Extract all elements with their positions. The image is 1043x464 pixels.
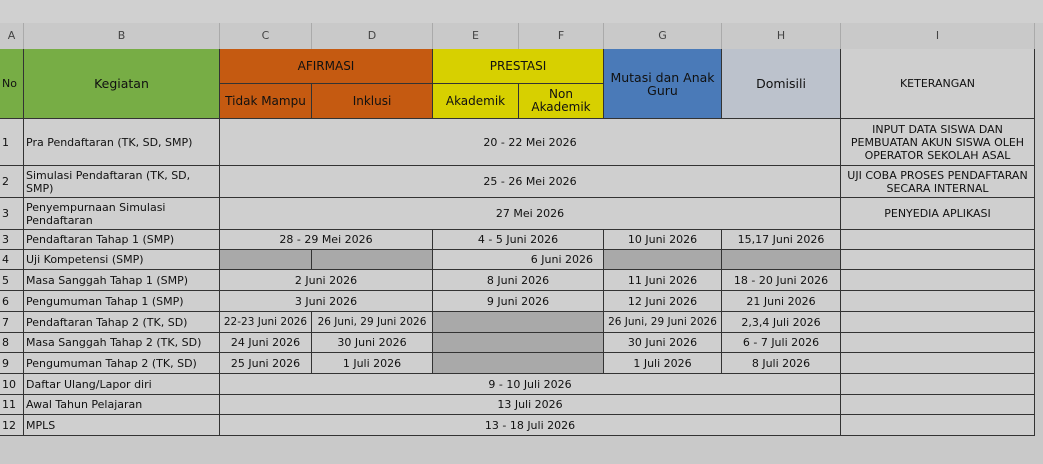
row-keterangan[interactable]: UJI COBA PROSES PENDAFTARAN SECARA INTERNAL [841, 166, 1035, 198]
row-keterangan[interactable]: PENYEDIA APLIKASI [841, 198, 1035, 230]
cell-non-akademik[interactable]: 6 Juni 2026 [433, 250, 604, 270]
header-kegiatan[interactable]: Kegiatan [24, 49, 220, 119]
cell-keterangan-empty[interactable] [841, 353, 1035, 374]
column-header-a[interactable]: A [0, 23, 24, 49]
header-akademik[interactable]: Akademik [433, 84, 519, 119]
row-kegiatan[interactable]: Uji Kompetensi (SMP) [24, 250, 220, 270]
row-date-span[interactable]: 27 Mei 2026 [220, 198, 841, 230]
cell-mutasi[interactable]: 30 Juni 2026 [604, 333, 722, 353]
cell-keterangan-empty[interactable] [841, 270, 1035, 291]
row-kegiatan[interactable]: Awal Tahun Pelajaran [24, 395, 220, 415]
row-kegiatan[interactable]: Penyempurnaan Simulasi Pendaftaran [24, 198, 220, 230]
row-kegiatan[interactable]: Daftar Ulang/Lapor diri [24, 374, 220, 395]
cell-afirmasi[interactable]: 3 Juni 2026 [220, 291, 433, 312]
header-tidak-mampu[interactable]: Tidak Mampu [220, 84, 312, 119]
row-kegiatan[interactable]: Pendaftaran Tahap 2 (TK, SD) [24, 312, 220, 333]
row-date-span[interactable]: 9 - 10 Juli 2026 [220, 374, 841, 395]
cell-afirmasi[interactable]: 2 Juni 2026 [220, 270, 433, 291]
cell-mutasi[interactable]: 11 Juni 2026 [604, 270, 722, 291]
cell-mutasi[interactable]: 12 Juni 2026 [604, 291, 722, 312]
row-no[interactable]: 2 [0, 166, 24, 198]
cell-prestasi[interactable]: 4 - 5 Juni 2026 [433, 230, 604, 250]
row-no[interactable]: 7 [0, 312, 24, 333]
row-date-span[interactable]: 13 Juli 2026 [220, 395, 841, 415]
column-header-i[interactable]: I [841, 23, 1035, 49]
row-no[interactable]: 8 [0, 333, 24, 353]
row-kegiatan[interactable]: Masa Sanggah Tahap 1 (SMP) [24, 270, 220, 291]
row-no[interactable]: 3 [0, 198, 24, 230]
cell-inklusi[interactable]: 26 Juni, 29 Juni 2026 [312, 312, 433, 333]
column-header-f[interactable]: F [519, 23, 604, 49]
cell-inklusi[interactable]: 1 Juli 2026 [312, 353, 433, 374]
cell-shaded[interactable] [722, 250, 841, 270]
formula-bar-area [0, 0, 1043, 23]
cell-shaded[interactable] [312, 250, 433, 270]
header-no[interactable]: No [0, 49, 24, 119]
cell-domisili[interactable]: 6 - 7 Juli 2026 [722, 333, 841, 353]
row-no[interactable]: 5 [0, 270, 24, 291]
row-no[interactable]: 1 [0, 119, 24, 166]
column-header-c[interactable]: C [220, 23, 312, 49]
row-keterangan[interactable]: INPUT DATA SISWA DAN PEMBUATAN AKUN SISWA OLEH OPERATOR SEKOLAH ASAL [841, 119, 1035, 166]
cell-shaded[interactable] [433, 333, 604, 353]
row-no[interactable]: 12 [0, 415, 24, 436]
cell-keterangan-empty[interactable] [841, 333, 1035, 353]
cell-keterangan-empty[interactable] [841, 374, 1035, 395]
cell-inklusi[interactable]: 30 Juni 2026 [312, 333, 433, 353]
cell-keterangan-empty[interactable] [841, 312, 1035, 333]
cell-prestasi[interactable]: 9 Juni 2026 [433, 291, 604, 312]
header-non-akademik[interactable]: Non Akademik [519, 84, 604, 119]
row-no[interactable]: 10 [0, 374, 24, 395]
cell-keterangan-empty[interactable] [841, 230, 1035, 250]
row-kegiatan[interactable]: Pra Pendaftaran (TK, SD, SMP) [24, 119, 220, 166]
column-header-h[interactable]: H [722, 23, 841, 49]
row-kegiatan[interactable]: Pengumuman Tahap 2 (TK, SD) [24, 353, 220, 374]
cell-mutasi[interactable]: 1 Juli 2026 [604, 353, 722, 374]
cell-tidak-mampu[interactable]: 25 Juni 2026 [220, 353, 312, 374]
cell-domisili[interactable]: 15,17 Juni 2026 [722, 230, 841, 250]
cell-keterangan-empty[interactable] [841, 291, 1035, 312]
row-no[interactable]: 11 [0, 395, 24, 415]
cell-domisili[interactable]: 21 Juni 2026 [722, 291, 841, 312]
row-date-span[interactable]: 25 - 26 Mei 2026 [220, 166, 841, 198]
row-date-span[interactable]: 13 - 18 Juli 2026 [220, 415, 841, 436]
row-no[interactable]: 3 [0, 230, 24, 250]
cell-tidak-mampu[interactable]: 24 Juni 2026 [220, 333, 312, 353]
cell-afirmasi[interactable]: 28 - 29 Mei 2026 [220, 230, 433, 250]
column-header-g[interactable]: G [604, 23, 722, 49]
row-kegiatan[interactable]: Pendaftaran Tahap 1 (SMP) [24, 230, 220, 250]
cell-shaded[interactable] [220, 250, 312, 270]
cell-shaded[interactable] [604, 250, 722, 270]
row-no[interactable]: 9 [0, 353, 24, 374]
cell-mutasi[interactable]: 10 Juni 2026 [604, 230, 722, 250]
cell-prestasi[interactable]: 8 Juni 2026 [433, 270, 604, 291]
cell-keterangan-empty[interactable] [841, 250, 1035, 270]
header-mutasi[interactable]: Mutasi dan Anak Guru [604, 49, 722, 119]
cell-mutasi[interactable]: 26 Juni, 29 Juni 2026 [604, 312, 722, 333]
header-prestasi[interactable]: PRESTASI [433, 49, 604, 84]
cell-tidak-mampu[interactable]: 22-23 Juni 2026 [220, 312, 312, 333]
row-date-span[interactable]: 20 - 22 Mei 2026 [220, 119, 841, 166]
row-kegiatan[interactable]: Simulasi Pendaftaran (TK, SD, SMP) [24, 166, 220, 198]
cell-domisili[interactable]: 18 - 20 Juni 2026 [722, 270, 841, 291]
header-domisili[interactable]: Domisili [722, 49, 841, 119]
row-no[interactable]: 4 [0, 250, 24, 270]
row-kegiatan[interactable]: Pengumuman Tahap 1 (SMP) [24, 291, 220, 312]
header-inklusi[interactable]: Inklusi [312, 84, 433, 119]
row-kegiatan[interactable]: Masa Sanggah Tahap 2 (TK, SD) [24, 333, 220, 353]
cell-domisili[interactable]: 8 Juli 2026 [722, 353, 841, 374]
header-keterangan[interactable]: KETERANGAN [841, 49, 1035, 119]
row-no[interactable]: 6 [0, 291, 24, 312]
cell-domisili[interactable]: 2,3,4 Juli 2026 [722, 312, 841, 333]
row-kegiatan[interactable]: MPLS [24, 415, 220, 436]
column-header-b[interactable]: B [24, 23, 220, 49]
cell-shaded[interactable] [433, 353, 604, 374]
column-header-d[interactable]: D [312, 23, 433, 49]
cell-keterangan-empty[interactable] [841, 415, 1035, 436]
column-header-e[interactable]: E [433, 23, 519, 49]
cell-shaded[interactable] [433, 312, 604, 333]
cell-keterangan-empty[interactable] [841, 395, 1035, 415]
header-afirmasi[interactable]: AFIRMASI [220, 49, 433, 84]
